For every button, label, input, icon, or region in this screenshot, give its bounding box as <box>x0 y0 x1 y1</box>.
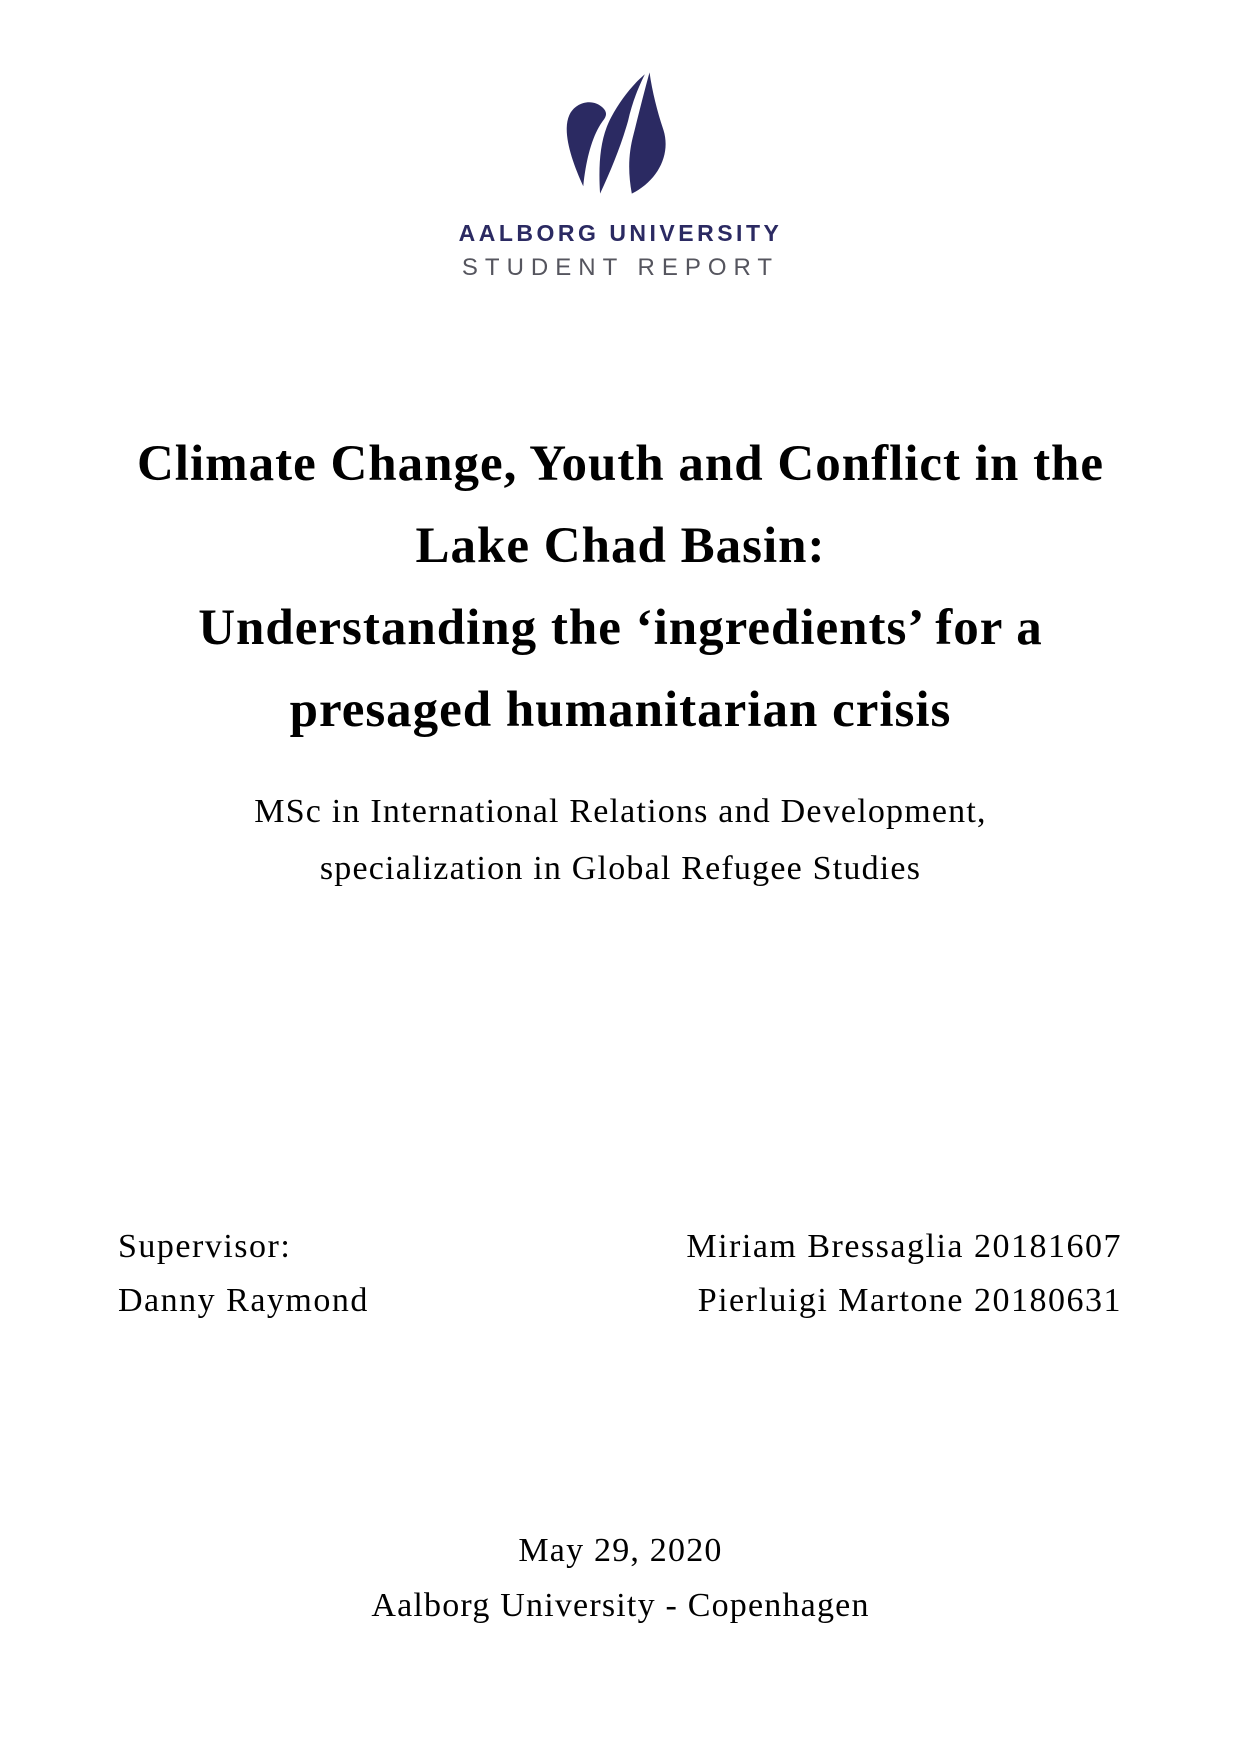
title-line: presaged humanitarian crisis <box>289 682 952 738</box>
student-name: Pierluigi Martone 20180631 <box>697 1282 1122 1319</box>
people-block <box>118 1220 1122 1328</box>
student-name: Miriam Bressaglia 20181607 <box>686 1228 1122 1265</box>
supervisor-column <box>118 1220 369 1328</box>
title-line: Lake Chad Basin: <box>415 518 826 574</box>
title-line: Understanding the ‘ingredients’ for a <box>198 600 1043 656</box>
programme-subtitle <box>0 783 1241 897</box>
supervisor-label: Supervisor: <box>118 1228 292 1265</box>
university-logo <box>0 70 1241 196</box>
aau-swoosh-logo-icon <box>559 70 671 196</box>
university-wordmark: AALBORG UNIVERSITY <box>458 220 783 246</box>
institution: Aalborg University - Copenhagen <box>371 1587 870 1624</box>
report-type-label: STUDENT REPORT <box>461 254 780 281</box>
subtitle-line: MSc in International Relations and Development, <box>254 793 987 830</box>
students-column <box>686 1220 1122 1328</box>
thesis-title <box>0 423 1241 751</box>
subtitle-line: specialization in Global Refugee Studies <box>319 850 922 887</box>
title-line: Climate Change, Youth and Conflict in the <box>136 436 1105 492</box>
date: May 29, 2020 <box>518 1532 723 1569</box>
supervisor-name: Danny Raymond <box>118 1282 369 1319</box>
footer-block <box>0 1523 1241 1633</box>
